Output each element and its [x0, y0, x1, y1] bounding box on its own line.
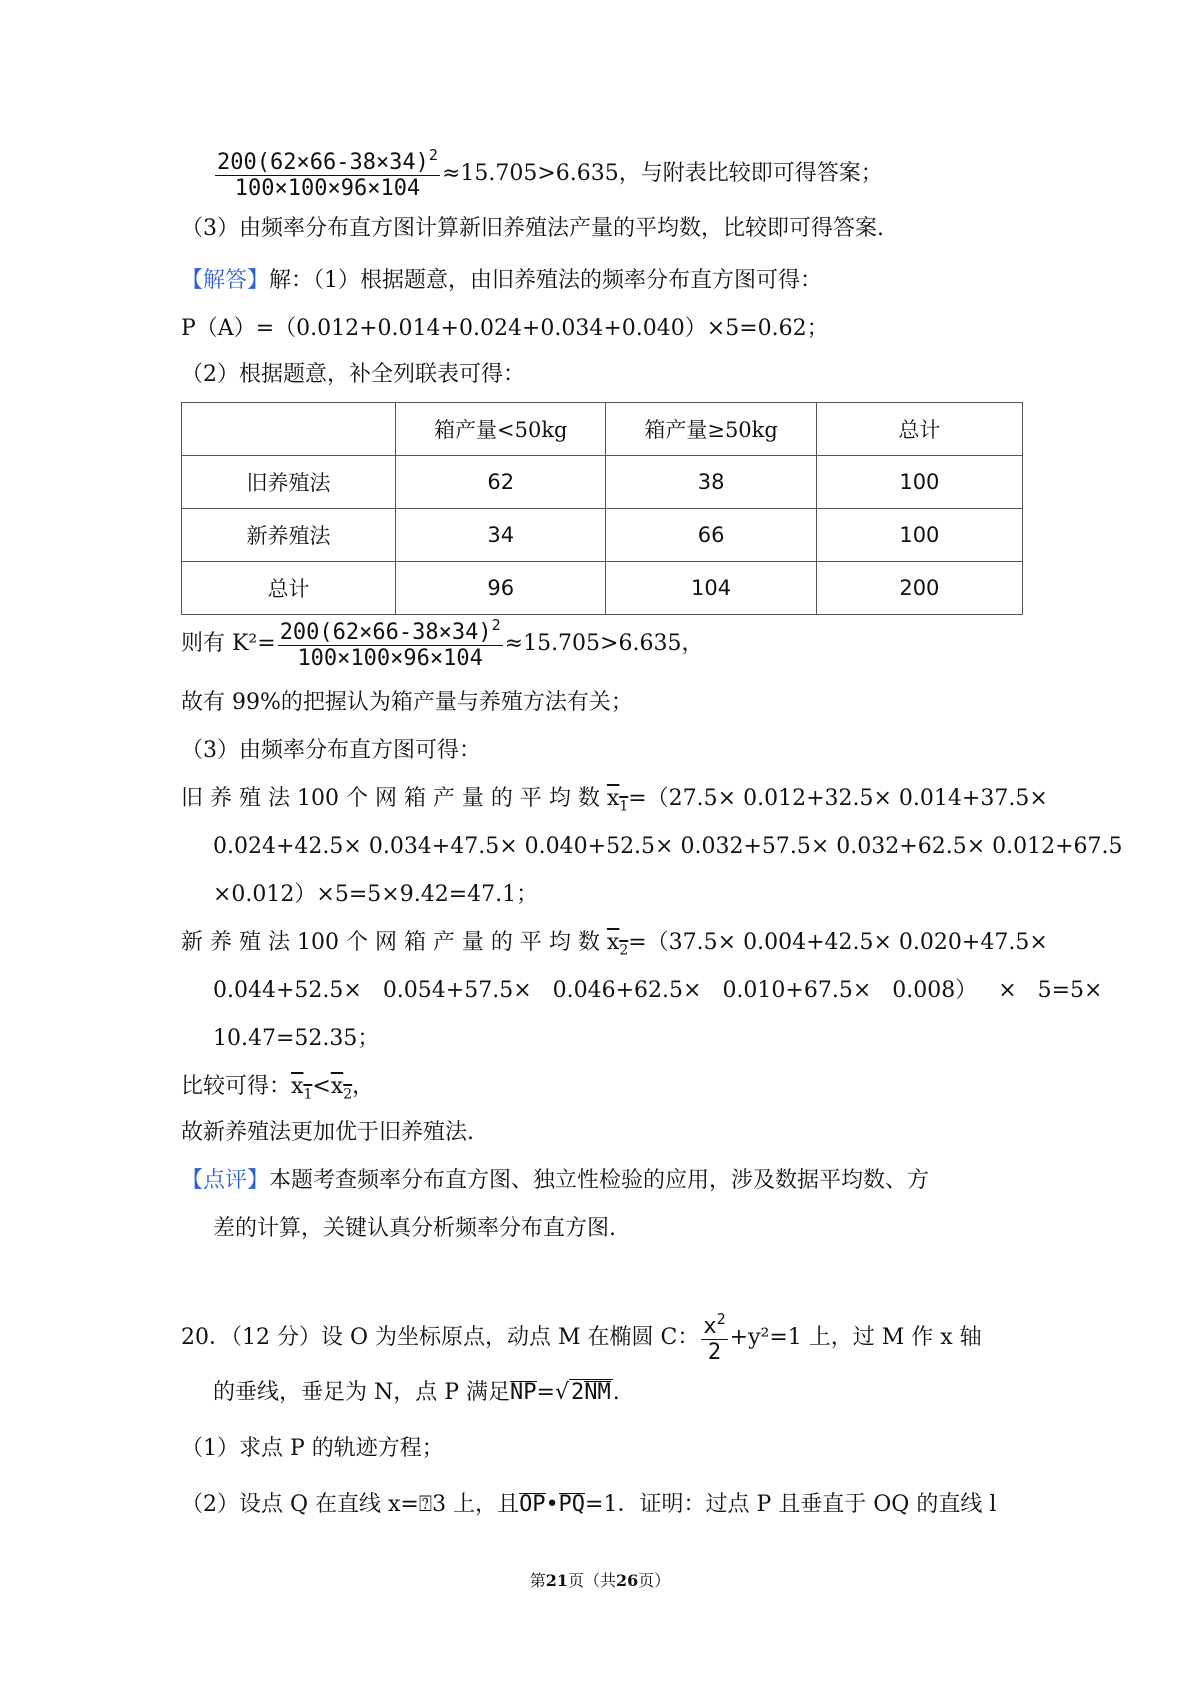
answer-tag: 【解答】 — [181, 268, 270, 293]
formula-line-1-rest: ≈15.705>6.635，与附表比较即可得答案； — [441, 161, 883, 187]
compare-prefix: 比较可得： — [181, 1074, 292, 1099]
question-20-text-c: 的垂线，垂足为 N，点 P 满足 — [213, 1380, 511, 1405]
table-row — [182, 456, 1023, 509]
vector-pq: PQ — [558, 1492, 586, 1517]
k2-line — [181, 618, 703, 670]
frac-numerator: 200(62×66-38×34) — [217, 150, 429, 175]
part-2-text-b: 3 上，且 — [432, 1492, 520, 1517]
old-mean-line-2: 0.024+42.5× 0.034+47.5× 0.040+52.5× 0.032+57.5× 0.032+62.5× 0.012+67.5 — [213, 834, 1123, 859]
mean-subscript: 2 — [343, 1086, 353, 1103]
dot-product-sign: • — [545, 1492, 559, 1517]
question-20-line-1 — [181, 1312, 982, 1364]
table-cell: 箱产量<50kg — [396, 403, 606, 456]
ellipse-fraction — [701, 1312, 727, 1364]
table-cell: 38 — [606, 456, 816, 509]
part-2-text-c: =1．证明：过点 P 且垂直于 OQ 的直线 l — [585, 1492, 997, 1517]
answer-intro — [181, 268, 822, 294]
contingency-table — [181, 402, 1023, 615]
x2-bar — [606, 930, 629, 959]
question-20-line-2 — [213, 1380, 620, 1406]
period: . — [612, 1380, 620, 1405]
mean-subscript: 1 — [303, 1086, 313, 1103]
x2-bar — [330, 1074, 353, 1103]
old-mean-line-3: ×0.012）×5=5×9.42=47.1； — [213, 882, 539, 907]
x1-bar — [606, 786, 629, 815]
table-row — [182, 562, 1023, 615]
final-conclusion: 故新养殖法更加优于旧养殖法. — [181, 1120, 474, 1145]
table-cell: 104 — [606, 562, 816, 615]
table-cell: 100 — [816, 509, 1022, 562]
radicand-value: 2 — [571, 1380, 585, 1405]
vector-nm: NM — [584, 1380, 611, 1405]
k2-fraction-top — [215, 148, 440, 200]
footer-pre: 第 — [529, 1571, 546, 1590]
old-mean-line-1 — [181, 786, 1048, 815]
conclusion-part-2: 故有 99%的把握认为箱产量与养殖方法有关； — [181, 690, 633, 715]
formula-line-1 — [213, 148, 883, 200]
k2-prefix: 则有 K²= — [181, 631, 276, 657]
compare-line — [181, 1074, 374, 1103]
comment-text: 本题考查频率分布直方图、独立性检验的应用，涉及数据平均数、方 — [269, 1168, 930, 1193]
new-mean-expr: =（37.5× 0.004+42.5× 0.020+47.5× — [628, 930, 1048, 955]
footer-mid: 页（共 — [567, 1571, 616, 1590]
answer-part-3: （3）由频率分布直方图可得： — [181, 738, 481, 763]
new-mean-line-2: 0.044+52.5× 0.054+57.5× 0.046+62.5× 0.010+67.5× 0.008） × 5=5× — [213, 978, 1103, 1003]
answer-part-2: （2）根据题意，补全列联表可得： — [181, 362, 525, 387]
mean-subscript: 2 — [619, 942, 629, 959]
mean-variable: x — [606, 930, 620, 955]
frac-exponent: 2 — [716, 1310, 726, 1328]
k2-fraction — [278, 618, 503, 670]
frac-numerator: x — [703, 1314, 717, 1339]
table-cell: 62 — [396, 456, 606, 509]
new-mean-line-1 — [181, 930, 1048, 959]
old-mean-label: 旧 养 殖 法 100 个 网 箱 产 量 的 平 均 数 — [181, 786, 600, 811]
table-cell: 总计 — [182, 562, 396, 615]
question-20-text: 20．（12 分）设 O 为坐标原点，动点 M 在椭圆 C： — [181, 1325, 700, 1351]
mean-variable: x — [330, 1074, 344, 1099]
table-cell: 200 — [816, 562, 1022, 615]
page-footer — [0, 1568, 1200, 1591]
sqrt-icon: √ — [554, 1380, 570, 1405]
mean-variable: x — [291, 1074, 304, 1099]
frac-denominator: 100×100×96×104 — [297, 646, 483, 672]
mean-subscript: 1 — [619, 798, 629, 815]
footer-post: 页） — [638, 1571, 671, 1590]
new-mean-line-3: 10.47=52.35； — [213, 1026, 380, 1051]
new-mean-label: 新 养 殖 法 100 个 网 箱 产 量 的 平 均 数 — [181, 930, 600, 955]
table-cell: 66 — [606, 509, 816, 562]
compare-end: ， — [352, 1074, 375, 1099]
comment-line-2: 差的计算，关键认真分析频率分布直方图. — [213, 1216, 616, 1241]
table-row — [182, 509, 1023, 562]
vector-np: NP — [510, 1380, 537, 1405]
old-mean-expr: =（27.5× 0.012+32.5× 0.014+37.5× — [628, 786, 1048, 811]
table-cell: 箱产量≥50kg — [606, 403, 816, 456]
sqrt-radicand — [569, 1379, 613, 1405]
question-20-text-b: +y²=1 上，过 M 作 x 轴 — [729, 1325, 982, 1351]
frac-denominator: 100×100×96×104 — [234, 176, 421, 202]
comment-line-1 — [181, 1168, 929, 1194]
frac-exponent: 2 — [428, 146, 438, 164]
question-20-part-1: （1）求点 P 的轨迹方程； — [181, 1436, 444, 1461]
table-cell: 96 — [396, 562, 606, 615]
table-cell: 旧养殖法 — [182, 456, 396, 509]
table-cell: 100 — [816, 456, 1022, 509]
frac-exponent: 2 — [491, 616, 501, 634]
page-number: 21 — [545, 1571, 568, 1590]
x1-bar — [291, 1074, 313, 1103]
equals-sign: = — [536, 1380, 555, 1405]
vector-op: OP — [519, 1492, 546, 1517]
table-cell: 新养殖法 — [182, 509, 396, 562]
less-than-sign: < — [312, 1074, 331, 1099]
answer-intro-text: 解：（1）根据题意，由旧养殖法的频率分布直方图可得： — [269, 268, 823, 293]
analysis-part-3: （3）由频率分布直方图计算新旧养殖法产量的平均数，比较即可得答案. — [181, 216, 884, 241]
total-pages: 26 — [616, 1571, 639, 1590]
k2-rest: ≈15.705>6.635， — [504, 631, 704, 657]
table-cell — [182, 403, 396, 456]
question-20-part-2 — [181, 1492, 996, 1518]
missing-glyph-icon: ⍰ — [418, 1492, 433, 1517]
mean-variable: x — [606, 786, 620, 811]
frac-numerator: 200(62×66-38×34) — [279, 620, 492, 645]
probability-line: P（A）=（0.012+0.014+0.024+0.034+0.040）×5=0.62； — [181, 316, 829, 341]
table-cell: 总计 — [816, 403, 1022, 456]
comment-tag: 【点评】 — [181, 1168, 270, 1193]
table-cell: 34 — [396, 509, 606, 562]
part-2-text-a: （2）设点 Q 在直线 x= — [181, 1492, 419, 1517]
frac-denominator: 2 — [707, 1340, 722, 1366]
table-header-row — [182, 403, 1023, 456]
